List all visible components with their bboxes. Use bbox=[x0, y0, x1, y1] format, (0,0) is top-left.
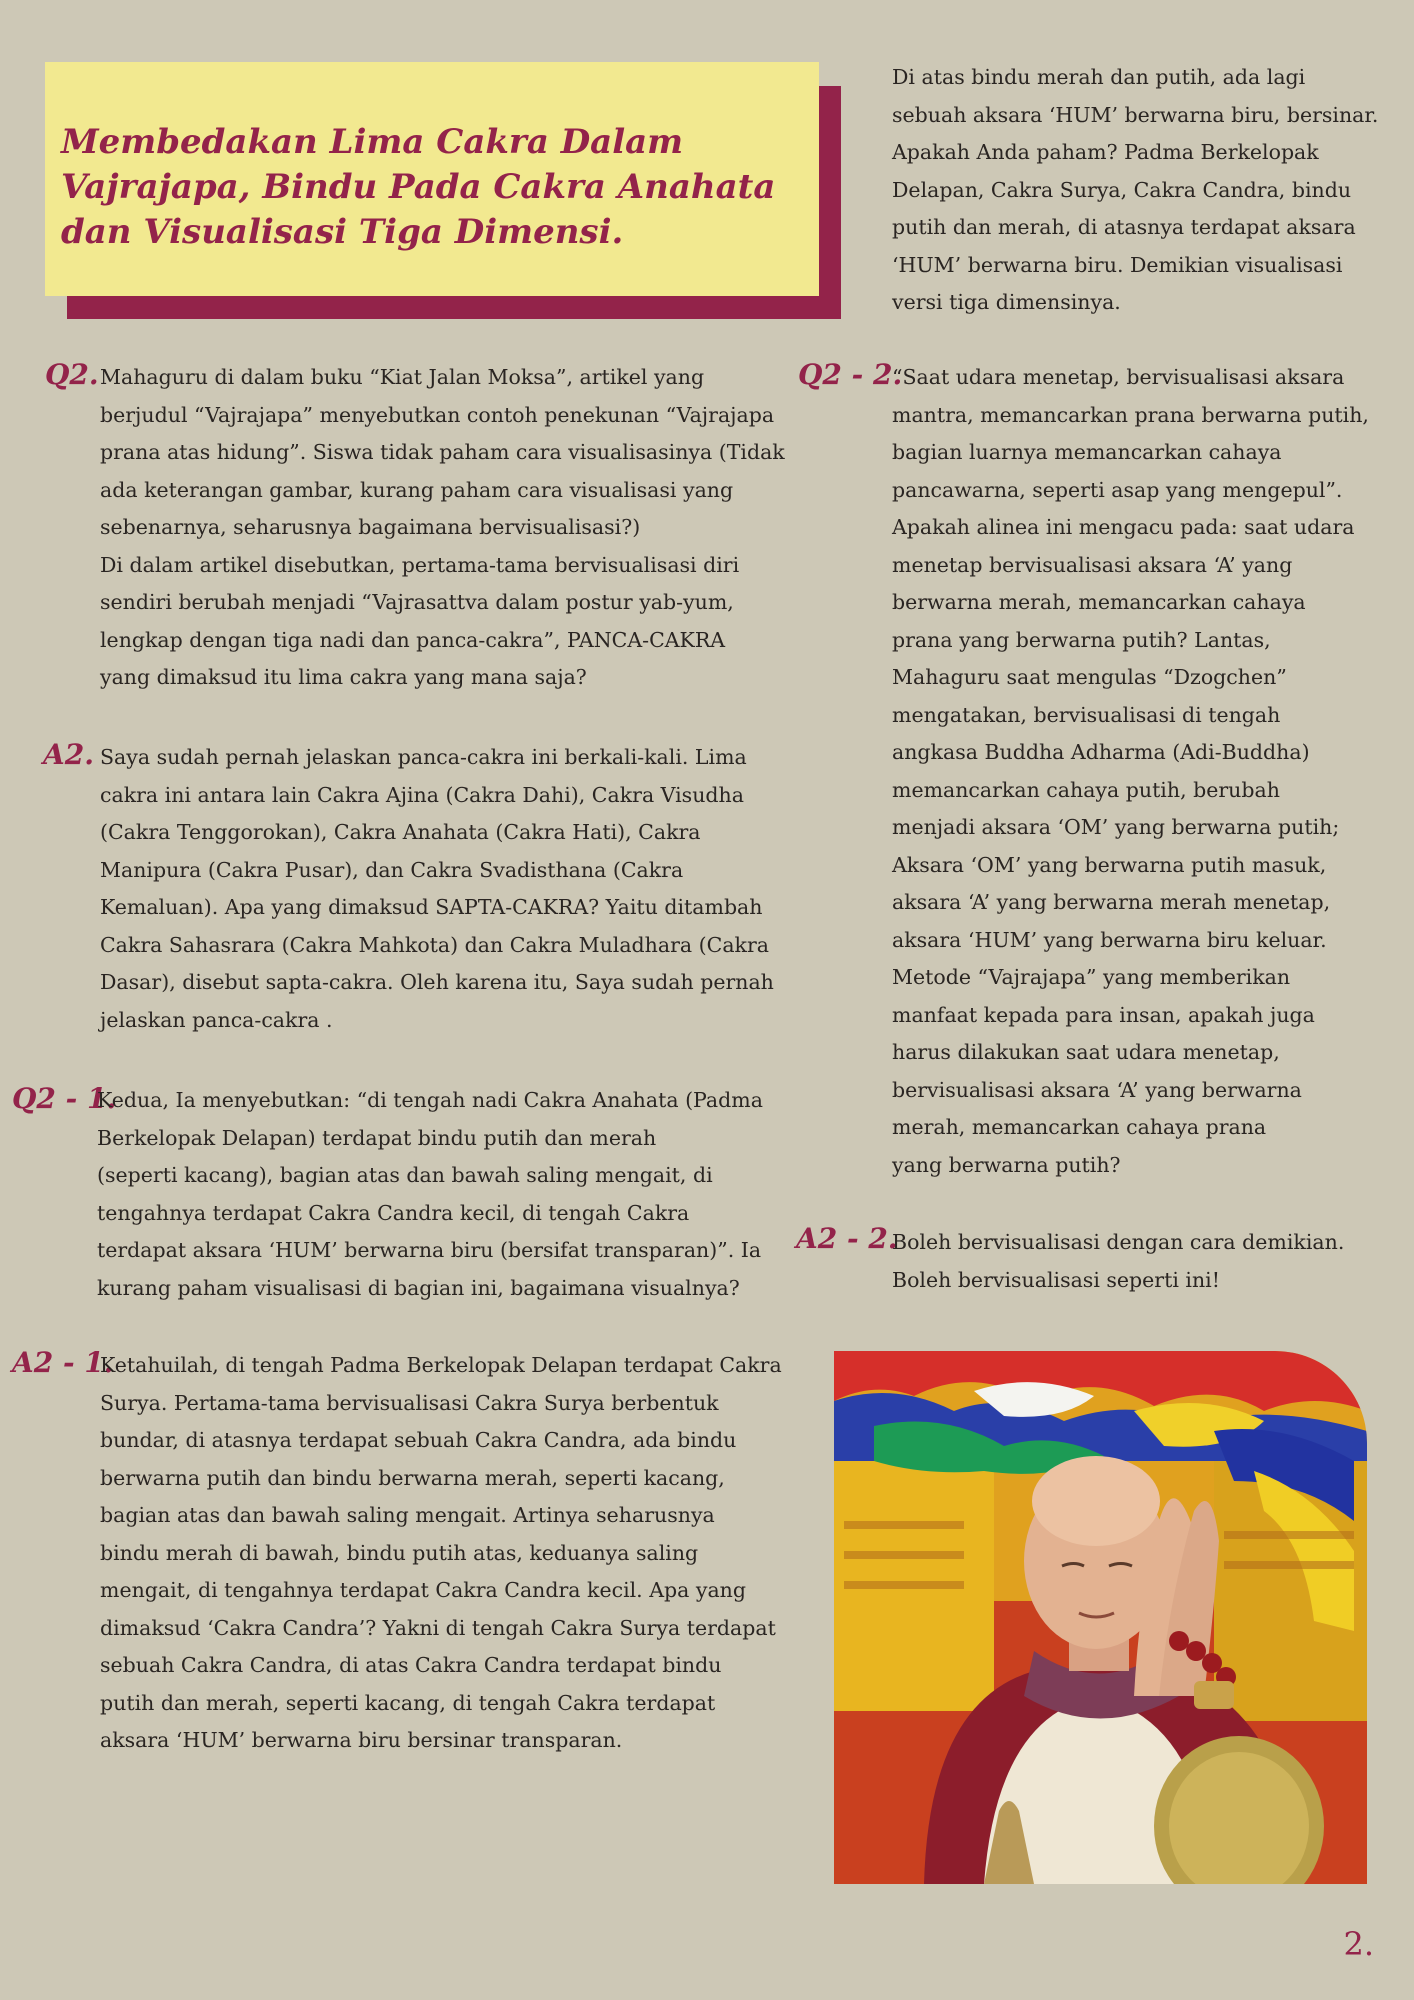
page-number: 2. bbox=[1343, 1925, 1374, 1963]
q2-1-label: Q2 - 1. bbox=[12, 1082, 117, 1115]
q2-2-block bbox=[892, 359, 1392, 1184]
q2-block bbox=[100, 359, 790, 697]
q2-2-label: Q2 - 2. bbox=[798, 358, 903, 391]
a2-2-label: A2 - 2. bbox=[796, 1222, 898, 1255]
q2-text: Mahaguru di dalam buku “Kiat Jalan Moksa”, artikel yang berjudul “Vajrajapa” menyebutkan contoh penekunan “Vajrajapa prana atas hidung”. Siswa tidak paham cara visualisasinya (Tidak ada keterangan gambar, kurang paham cara visualisasi yang sebenarnya, seharusnya bagaimana bervisualisasi?) Di dalam artikel disebutkan, pertama-tama bervisualisasi diri sendiri berubah menjadi “Vajrasattva dalam postur yab-yum, lengkap dengan tiga nadi dan panca-cakra”, PANCA-CAKRA yang dimaksud itu lima cakra yang mana saja? bbox=[100, 365, 785, 689]
a2-2-text: Boleh bervisualisasi dengan cara demikian. Boleh bervisualisasi seperti ini! bbox=[892, 1230, 1345, 1292]
right-intro-block bbox=[892, 59, 1382, 322]
a2-text: Saya sudah pernah jelaskan panca-cakra ini berkali-kali. Lima cakra ini antara lain Cakra Ajina (Cakra Dahi), Cakra Visudha (Cakra Tenggorokan), Cakra Anahata (Cakra Hati), Cakra Manipura (Cakra Pusar), dan Cakra Svadisthana (Cakra Kemaluan). Apa yang dimaksud SAPTA-CAKRA? Yaitu ditambah Cakra Sahasrara (Cakra Mahkota) dan Cakra Muladhara (Cakra Dasar), disebut sapta-cakra. Oleh karena itu, Saya sudah pernah jelaskan panca-cakra . bbox=[100, 745, 774, 1032]
title-box bbox=[45, 62, 819, 296]
right-intro-text: Di atas bindu merah dan putih, ada lagi sebuah aksara ‘HUM’ berwarna biru, bersinar. Apakah Anda paham? Padma Berkelopak Delapan, Cakra Surya, Cakra Candra, bindu putih dan merah, di atasnya terdapat aksara ‘HUM’ berwarna biru. Demikian visualisasi versi tiga dimensinya. bbox=[892, 65, 1379, 314]
a2-1-block bbox=[100, 1347, 800, 1760]
page-title: Membedakan Lima Cakra Dalam Vajrajapa, Bindu Pada Cakra Anahata dan Visualisasi Tiga Dimensi. bbox=[61, 122, 776, 252]
q2-1-text: Kedua, Ia menyebutkan: “di tengah nadi Cakra Anahata (Padma Berkelopak Delapan) terdapat bindu putih dan merah (seperti kacang), bagian atas dan bawah saling mengait, di tengahnya terdapat Cakra Candra kecil, di tengah Cakra terdapat aksara ‘HUM’ berwarna biru (bersifat transparan)”. Ia kurang paham visualisasi di bagian ini, bagaimana visualnya? bbox=[97, 1088, 763, 1300]
a2-block bbox=[100, 739, 790, 1039]
a2-1-label: A2 - 1. bbox=[12, 1346, 114, 1379]
a2-1-text: Ketahuilah, di tengah Padma Berkelopak Delapan terdapat Cakra Surya. Pertama-tama bervisualisasi Cakra Surya berbentuk bundar, di atasnya terdapat sebuah Cakra Candra, ada bindu berwarna putih dan bindu berwarna merah, seperti kacang, bagian atas dan bawah saling mengait. Artinya seharusnya bindu merah di bawah, bindu putih atas, keduanya saling mengait, di tengahnya terdapat Cakra Candra kecil. Apa yang dimaksud ‘Cakra Candra’? Yakni di tengah Cakra Surya terdapat sebuah Cakra Candra, di atas Cakra Candra terdapat bindu putih dan merah, seperti kacang, di tengah Cakra terdapat aksara ‘HUM’ berwarna biru bersinar transparan. bbox=[100, 1353, 782, 1752]
master-photo-illustration bbox=[834, 1351, 1367, 1884]
q2-1-block bbox=[97, 1082, 797, 1307]
a2-2-block bbox=[892, 1224, 1392, 1299]
q2-label: Q2. bbox=[45, 358, 99, 391]
master-photo bbox=[834, 1351, 1367, 1884]
q2-2-text: “Saat udara menetap, bervisualisasi aksara mantra, memancarkan prana berwarna putih, bagian luarnya memancarkan cahaya pancawarna, seperti asap yang mengepul”. Apakah alinea ini mengacu pada: saat udara menetap bervisualisasi aksara ‘A’ yang berwarna merah, memancarkan cahaya prana yang berwarna putih? Lantas, Mahaguru saat mengulas “Dzogchen” mengatakan, bervisualisasi di tengah angkasa Buddha Adharma (Adi-Buddha) memancarkan cahaya putih, berubah menjadi aksara ‘OM’ yang berwarna putih; Aksara ‘OM’ yang berwarna putih masuk, aksara ‘A’ yang berwarna merah menetap, aksara ‘HUM’ yang berwarna biru keluar. Metode “Vajrajapa” yang memberikan manfaat kepada para insan, apakah juga harus dilakukan saat udara menetap, bervisualisasi aksara ‘A’ yang berwarna merah, memancarkan cahaya prana yang berwarna putih? bbox=[892, 365, 1369, 1177]
a2-label: A2. bbox=[43, 738, 94, 771]
